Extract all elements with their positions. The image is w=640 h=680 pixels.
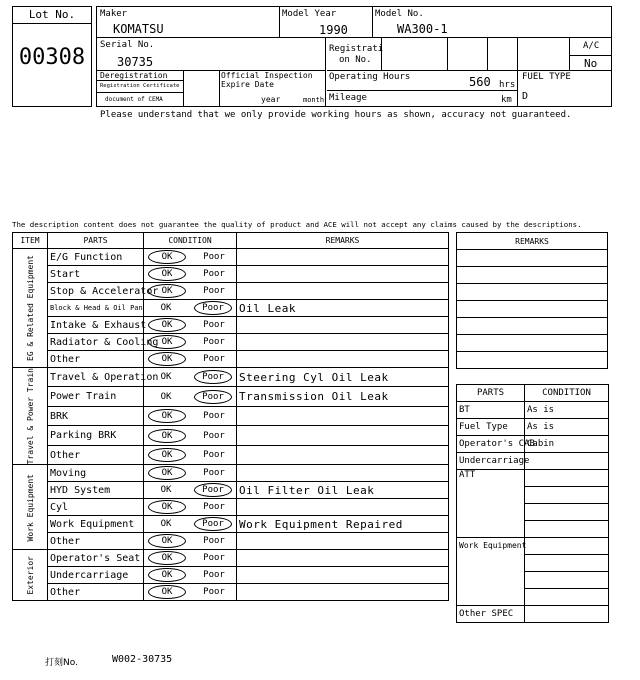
poor-option: Poor bbox=[203, 570, 225, 581]
part-name: Start bbox=[48, 266, 144, 283]
table-row bbox=[13, 426, 449, 445]
spec-row bbox=[457, 470, 609, 487]
other-spec-label: Other SPEC bbox=[457, 606, 525, 623]
month-label: month bbox=[303, 96, 325, 104]
remarks-cell bbox=[457, 352, 608, 369]
model-year-value: 1990 bbox=[319, 23, 348, 37]
part-name: Undercarriage bbox=[48, 567, 144, 584]
remark-cell: Steering Cyl Oil Leak bbox=[237, 368, 449, 387]
spec-value bbox=[525, 470, 609, 487]
deregistration-label: Deregistration bbox=[100, 71, 168, 80]
remark-cell bbox=[237, 465, 449, 482]
vehicle-info-box bbox=[96, 6, 612, 107]
spec-value bbox=[525, 487, 609, 504]
spec-value bbox=[525, 453, 609, 470]
serial-value: 30735 bbox=[117, 55, 154, 69]
remark-cell bbox=[237, 567, 449, 584]
condition-cell bbox=[144, 406, 237, 425]
remarks-row bbox=[457, 352, 608, 369]
poor-option: Poor bbox=[194, 517, 232, 531]
ac-label: A/C bbox=[583, 41, 600, 51]
spec-parts-header: PARTS bbox=[457, 385, 525, 402]
table-row bbox=[13, 300, 449, 317]
part-name: Other bbox=[48, 584, 144, 601]
part-name: Operator's Seat bbox=[48, 550, 144, 567]
spec-row bbox=[457, 538, 609, 555]
part-name: Other bbox=[48, 533, 144, 550]
remarks-row bbox=[457, 318, 608, 335]
item-group-cell bbox=[13, 550, 48, 601]
ok-option: OK bbox=[148, 500, 186, 514]
ok-option: OK bbox=[148, 352, 186, 366]
remark-cell bbox=[237, 334, 449, 351]
lot-number: 00308 bbox=[18, 45, 86, 70]
table-row bbox=[13, 445, 449, 465]
part-name: E/G Function bbox=[48, 249, 144, 266]
condition-table-header bbox=[13, 233, 449, 249]
lot-label: Lot No. bbox=[13, 7, 91, 24]
hours-notice: Please understand that we only provide working hours as shown, accuracy not guaranteed. bbox=[100, 110, 572, 120]
remarks-cell bbox=[457, 250, 608, 267]
condition-cell bbox=[144, 426, 237, 445]
remark-cell bbox=[237, 426, 449, 445]
spec-value: As is bbox=[525, 419, 609, 436]
part-name: Parking BRK bbox=[48, 426, 144, 445]
disclaimer: The description content does not guarantee the quality of product and ACE will not accept any claims caused by the descriptions. bbox=[12, 220, 582, 229]
condition-table bbox=[12, 232, 449, 601]
item-group-label: EG & Related Equipment bbox=[25, 255, 35, 361]
table-row bbox=[13, 368, 449, 387]
ok-option: OK bbox=[148, 585, 186, 599]
table-row bbox=[13, 351, 449, 368]
table-row bbox=[13, 406, 449, 425]
model-no-value: WA300-1 bbox=[397, 22, 448, 36]
ok-option: OK bbox=[160, 519, 172, 530]
table-row bbox=[13, 387, 449, 406]
ok-option: OK bbox=[148, 409, 186, 423]
condition-cell bbox=[144, 387, 237, 406]
remark-cell: Oil Leak bbox=[237, 300, 449, 317]
part-name: Moving bbox=[48, 465, 144, 482]
table-row bbox=[13, 584, 449, 601]
ok-option: OK bbox=[148, 335, 186, 349]
spec-value: As is bbox=[525, 402, 609, 419]
ok-option: OK bbox=[148, 534, 186, 548]
spec-value bbox=[525, 555, 609, 572]
mileage-label: Mileage bbox=[329, 93, 367, 103]
poor-option: Poor bbox=[203, 587, 225, 598]
remark-cell bbox=[237, 406, 449, 425]
ok-option: OK bbox=[160, 391, 172, 402]
poor-option: Poor bbox=[203, 252, 225, 262]
part-name: Block & Head & Oil Pan bbox=[48, 300, 144, 317]
spec-value bbox=[525, 606, 609, 623]
ok-option: OK bbox=[148, 466, 186, 480]
condition-cell bbox=[144, 499, 237, 516]
spec-part: Fuel Type bbox=[457, 419, 525, 436]
condition-cell bbox=[144, 550, 237, 567]
ok-option: OK bbox=[160, 303, 172, 313]
remark-cell bbox=[237, 249, 449, 266]
ok-option: OK bbox=[148, 250, 186, 264]
condition-cell bbox=[144, 249, 237, 266]
table-row bbox=[13, 249, 449, 266]
fuel-type-label: FUEL TYPE bbox=[522, 72, 571, 82]
spec-row bbox=[457, 606, 609, 623]
item-group-label: Work Equipment bbox=[25, 473, 35, 542]
poor-option: Poor bbox=[194, 483, 232, 497]
ok-option: OK bbox=[148, 568, 186, 582]
poor-option: Poor bbox=[203, 450, 225, 461]
inspection-label-1: Official Inspection bbox=[221, 71, 313, 80]
registration-cert-label: Registration Certificate bbox=[100, 83, 180, 89]
spec-part: BT bbox=[457, 402, 525, 419]
item-group-label: Travel & Power Train bbox=[25, 368, 35, 465]
remark-cell bbox=[237, 317, 449, 334]
remark-cell bbox=[237, 445, 449, 465]
item-group-label: Exterior bbox=[25, 556, 35, 595]
att-label: ATT bbox=[457, 470, 525, 538]
remark-cell bbox=[237, 550, 449, 567]
ac-value: No bbox=[584, 57, 598, 70]
right-remarks-table bbox=[456, 232, 608, 369]
footer-label: 打刻No. bbox=[45, 658, 78, 668]
poor-option: Poor bbox=[203, 354, 225, 364]
spec-value: Cabin bbox=[525, 436, 609, 453]
condition-cell bbox=[144, 482, 237, 499]
remarks-cell bbox=[457, 335, 608, 352]
condition-cell bbox=[144, 465, 237, 482]
spec-value bbox=[525, 572, 609, 589]
remark-cell bbox=[237, 283, 449, 300]
condition-header: CONDITION bbox=[144, 233, 237, 249]
ok-option: OK bbox=[160, 485, 172, 496]
remarks-row bbox=[457, 250, 608, 267]
poor-option: Poor bbox=[194, 390, 232, 404]
spec-row bbox=[457, 402, 609, 419]
part-name: Cyl bbox=[48, 499, 144, 516]
poor-option: Poor bbox=[194, 301, 232, 315]
remark-cell bbox=[237, 266, 449, 283]
condition-cell bbox=[144, 300, 237, 317]
remarks-cell bbox=[457, 318, 608, 335]
poor-option: Poor bbox=[203, 536, 225, 547]
table-row bbox=[13, 465, 449, 482]
item-group-cell bbox=[13, 368, 48, 465]
spec-row bbox=[457, 419, 609, 436]
ok-option: OK bbox=[160, 372, 172, 383]
remark-cell bbox=[237, 584, 449, 601]
part-name: Travel & Operation bbox=[48, 368, 144, 387]
condition-cell bbox=[144, 516, 237, 533]
poor-option: Poor bbox=[203, 468, 225, 479]
right-remarks-header: REMARKS bbox=[457, 233, 608, 250]
part-name: Stop & Accelerator bbox=[48, 283, 144, 300]
table-row bbox=[13, 516, 449, 533]
poor-option: Poor bbox=[203, 286, 225, 296]
spec-part: Undercarriage bbox=[457, 453, 525, 470]
part-name: Intake & Exhaust bbox=[48, 317, 144, 334]
poor-option: Poor bbox=[203, 411, 225, 422]
condition-cell bbox=[144, 445, 237, 465]
part-name: Other bbox=[48, 351, 144, 368]
table-row bbox=[13, 317, 449, 334]
condition-cell bbox=[144, 334, 237, 351]
maker-value: KOMATSU bbox=[113, 22, 164, 36]
remarks-cell bbox=[457, 267, 608, 284]
remarks-row bbox=[457, 335, 608, 352]
spec-value bbox=[525, 504, 609, 521]
condition-cell bbox=[144, 368, 237, 387]
poor-option: Poor bbox=[203, 337, 225, 347]
inspection-label-2: Expire Date bbox=[221, 80, 274, 89]
condition-cell bbox=[144, 351, 237, 368]
table-row bbox=[13, 499, 449, 516]
ok-option: OK bbox=[148, 267, 186, 281]
cema-label: document of CEMA bbox=[105, 96, 163, 103]
poor-option: Poor bbox=[203, 502, 225, 513]
model-no-label: Model No. bbox=[375, 9, 424, 19]
part-name: BRK bbox=[48, 406, 144, 425]
serial-label: Serial No. bbox=[100, 40, 155, 50]
part-name: HYD System bbox=[48, 482, 144, 499]
km-unit: km bbox=[501, 95, 512, 105]
poor-option: Poor bbox=[203, 269, 225, 279]
part-name: Power Train bbox=[48, 387, 144, 406]
maker-label: Maker bbox=[100, 9, 128, 19]
spec-value bbox=[525, 538, 609, 555]
remark-cell bbox=[237, 499, 449, 516]
condition-cell bbox=[144, 283, 237, 300]
part-name: Work Equipment bbox=[48, 516, 144, 533]
table-row bbox=[13, 482, 449, 499]
spec-value bbox=[525, 589, 609, 606]
spec-row bbox=[457, 453, 609, 470]
operating-hours-value: 560 bbox=[469, 75, 491, 89]
remarks-row bbox=[457, 301, 608, 318]
operating-hours-label: Operating Hours bbox=[329, 72, 411, 82]
ok-option: OK bbox=[148, 284, 186, 298]
work-equipment-label: Work Equipment bbox=[457, 538, 525, 606]
table-row bbox=[13, 266, 449, 283]
condition-cell bbox=[144, 266, 237, 283]
registration-label-1: Registrati bbox=[329, 44, 384, 54]
remark-cell: Oil Filter Oil Leak bbox=[237, 482, 449, 499]
table-row bbox=[13, 334, 449, 351]
part-name: Radiator & Cooling bbox=[48, 334, 144, 351]
part-name: Other bbox=[48, 445, 144, 465]
spec-part: Operator's CAB bbox=[457, 436, 525, 453]
condition-cell bbox=[144, 584, 237, 601]
spec-value bbox=[525, 521, 609, 538]
condition-cell bbox=[144, 567, 237, 584]
spec-table bbox=[456, 384, 609, 623]
ok-option: OK bbox=[148, 429, 186, 443]
item-group-cell bbox=[13, 465, 48, 550]
table-row bbox=[13, 550, 449, 567]
remarks-cell bbox=[457, 301, 608, 318]
remarks-header: REMARKS bbox=[237, 233, 449, 249]
table-row bbox=[13, 283, 449, 300]
spec-condition-header: CONDITION bbox=[525, 385, 609, 402]
table-row bbox=[13, 533, 449, 550]
remarks-row bbox=[457, 267, 608, 284]
poor-option: Poor bbox=[203, 553, 225, 564]
remarks-row bbox=[457, 284, 608, 301]
model-year-label: Model Year bbox=[282, 9, 337, 19]
poor-option: Poor bbox=[194, 370, 232, 384]
table-row bbox=[13, 567, 449, 584]
condition-cell bbox=[144, 533, 237, 550]
poor-option: Poor bbox=[203, 320, 225, 330]
condition-cell bbox=[144, 317, 237, 334]
remark-cell bbox=[237, 351, 449, 368]
ok-option: OK bbox=[148, 551, 186, 565]
spec-row bbox=[457, 436, 609, 453]
ok-option: OK bbox=[148, 318, 186, 332]
remark-cell: Work Equipment Repaired bbox=[237, 516, 449, 533]
parts-header: PARTS bbox=[48, 233, 144, 249]
remarks-cell bbox=[457, 284, 608, 301]
footer-value: W002-30735 bbox=[112, 654, 173, 665]
item-group-cell bbox=[13, 249, 48, 368]
poor-option: Poor bbox=[203, 430, 225, 441]
remark-cell: Transmission Oil Leak bbox=[237, 387, 449, 406]
fuel-type-value: D bbox=[522, 91, 529, 102]
ok-option: OK bbox=[148, 448, 186, 462]
hrs-unit: hrs bbox=[499, 80, 516, 90]
lot-box bbox=[12, 6, 92, 107]
year-label: year bbox=[261, 95, 281, 104]
registration-label-2: on No. bbox=[339, 55, 372, 65]
remark-cell bbox=[237, 533, 449, 550]
item-header: ITEM bbox=[13, 233, 48, 249]
